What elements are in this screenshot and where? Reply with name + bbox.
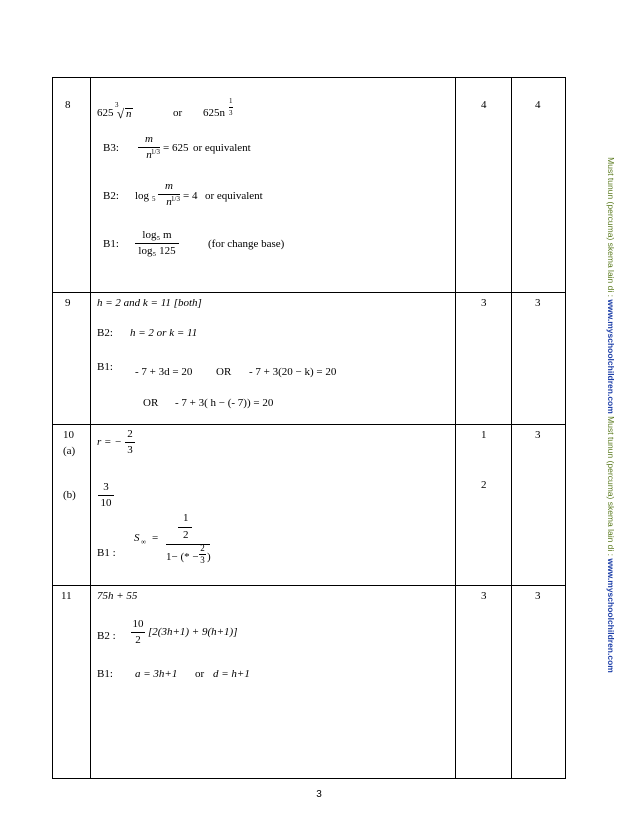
marks-sub: 3 <box>481 297 487 309</box>
watermark-text: Must tunun (percuma) skema lain di : <box>606 413 616 559</box>
marks-total: 4 <box>535 99 541 111</box>
watermark-link[interactable]: www.myschoolchildren.com <box>606 299 616 414</box>
marks-b: 2 <box>481 479 487 491</box>
inner-fraction <box>199 544 206 565</box>
part-a: (a) <box>63 445 76 457</box>
page-number: 3 <box>316 789 322 800</box>
num-2: 2 <box>183 529 189 541</box>
b1-eq2: - 7 + 3(20 − k) = 20 <box>249 366 337 378</box>
marks-total: 3 <box>535 429 541 441</box>
marks-total: 3 <box>535 297 541 309</box>
b1-note: (for change base) <box>208 238 285 250</box>
marks-total: 3 <box>535 590 541 602</box>
question-number: 8 <box>65 99 71 111</box>
or-text: or <box>173 107 183 119</box>
row-divider <box>53 424 565 425</box>
b1-eq2: d = h+1 <box>213 668 250 680</box>
b2-label: B2: <box>103 190 119 202</box>
b3-exp: 1/3 <box>151 148 160 156</box>
b1-label: B1: <box>97 361 113 373</box>
question-number: 10 <box>63 429 74 441</box>
b2-label: B2 : <box>97 630 116 642</box>
b2-label: B2: <box>97 327 113 339</box>
b1-num: log₅ m <box>142 229 172 241</box>
b1-or2: OR <box>143 397 159 409</box>
marking-scheme-table <box>52 77 566 779</box>
row-divider <box>53 292 565 293</box>
exponent-fraction <box>229 98 233 117</box>
b1-eq1: - 7 + 3d = 20 <box>135 366 193 378</box>
b2-exp: 1/3 <box>171 195 180 203</box>
b2-num: m <box>165 180 173 192</box>
b-den: 10 <box>100 497 112 509</box>
b3-note: or equivalent <box>193 142 251 154</box>
column-divider <box>511 78 512 778</box>
b1-den: log₅ 125 <box>138 245 176 257</box>
answer: h = 2 and k = 11 [both] <box>97 297 202 309</box>
inner-den: 3 <box>200 555 205 565</box>
s-inf-sub: ∞ <box>141 538 146 546</box>
exp-den: 3 <box>229 109 233 117</box>
b1-label: B1 : <box>97 547 116 559</box>
root-index: 3 <box>115 101 119 109</box>
root-symbol: √ <box>117 106 125 121</box>
row-divider <box>53 585 565 586</box>
frac-bar <box>178 527 192 528</box>
b2-base: 5 <box>152 195 156 203</box>
b1-or: or <box>195 668 205 680</box>
a-fraction <box>125 429 135 456</box>
b-fraction <box>98 482 114 509</box>
b2-note: or equivalent <box>205 190 263 202</box>
b1-label: B1: <box>103 238 119 250</box>
marks-sub: 3 <box>481 590 487 602</box>
b1-fraction <box>135 230 179 257</box>
den-post: ) <box>207 551 211 563</box>
answer-625: 625 <box>97 107 114 119</box>
b2-den: n <box>166 196 172 208</box>
b2-den: 2 <box>135 634 141 646</box>
a-den: 3 <box>127 444 133 456</box>
b2-fraction <box>131 619 145 646</box>
watermark-link[interactable]: www.myschoolchildren.com <box>606 558 616 673</box>
exp-num: 1 <box>229 97 233 105</box>
a-num: 2 <box>127 428 133 440</box>
watermark-text: Must tunun (percuma) skema lain di : <box>606 157 616 300</box>
question-number: 11 <box>61 590 72 602</box>
marks-a: 1 <box>481 429 487 441</box>
side-watermark <box>598 120 624 710</box>
den-pre: 1− (* − <box>166 551 199 563</box>
b3-rhs: = 625 <box>163 142 189 154</box>
b2-log: log <box>135 190 150 202</box>
inner-num: 2 <box>200 543 205 553</box>
b2-rest: [2(3h+1) + 9(h+1)] <box>148 626 238 638</box>
s-eq: = <box>152 532 159 544</box>
b3-label: B3: <box>103 142 119 154</box>
b1-or1: OR <box>216 366 232 378</box>
b-num: 3 <box>103 481 109 493</box>
part-b: (b) <box>63 489 76 501</box>
b2-rhs: = 4 <box>183 190 198 202</box>
b2-num: 10 <box>132 618 144 630</box>
column-divider <box>455 78 456 778</box>
b1-eq1: a = 3h+1 <box>135 668 178 680</box>
s-inf: S <box>134 532 140 544</box>
b1-label: B1: <box>97 668 113 680</box>
b2-text: h = 2 or k = 11 <box>130 327 198 339</box>
num-1: 1 <box>183 512 189 524</box>
answer-root-n: n <box>126 108 132 120</box>
question-number: 9 <box>65 297 71 309</box>
b3-den: n <box>146 149 152 161</box>
b3-num: m <box>145 133 153 145</box>
answer-625n: 625n <box>203 107 225 119</box>
b1-eq3: - 7 + 3( h − (- 7)) = 20 <box>175 397 274 409</box>
column-divider <box>90 78 91 778</box>
marks-sub: 4 <box>481 99 487 111</box>
a-lhs: r = − <box>97 436 122 448</box>
answer: 75h + 55 <box>97 590 138 602</box>
